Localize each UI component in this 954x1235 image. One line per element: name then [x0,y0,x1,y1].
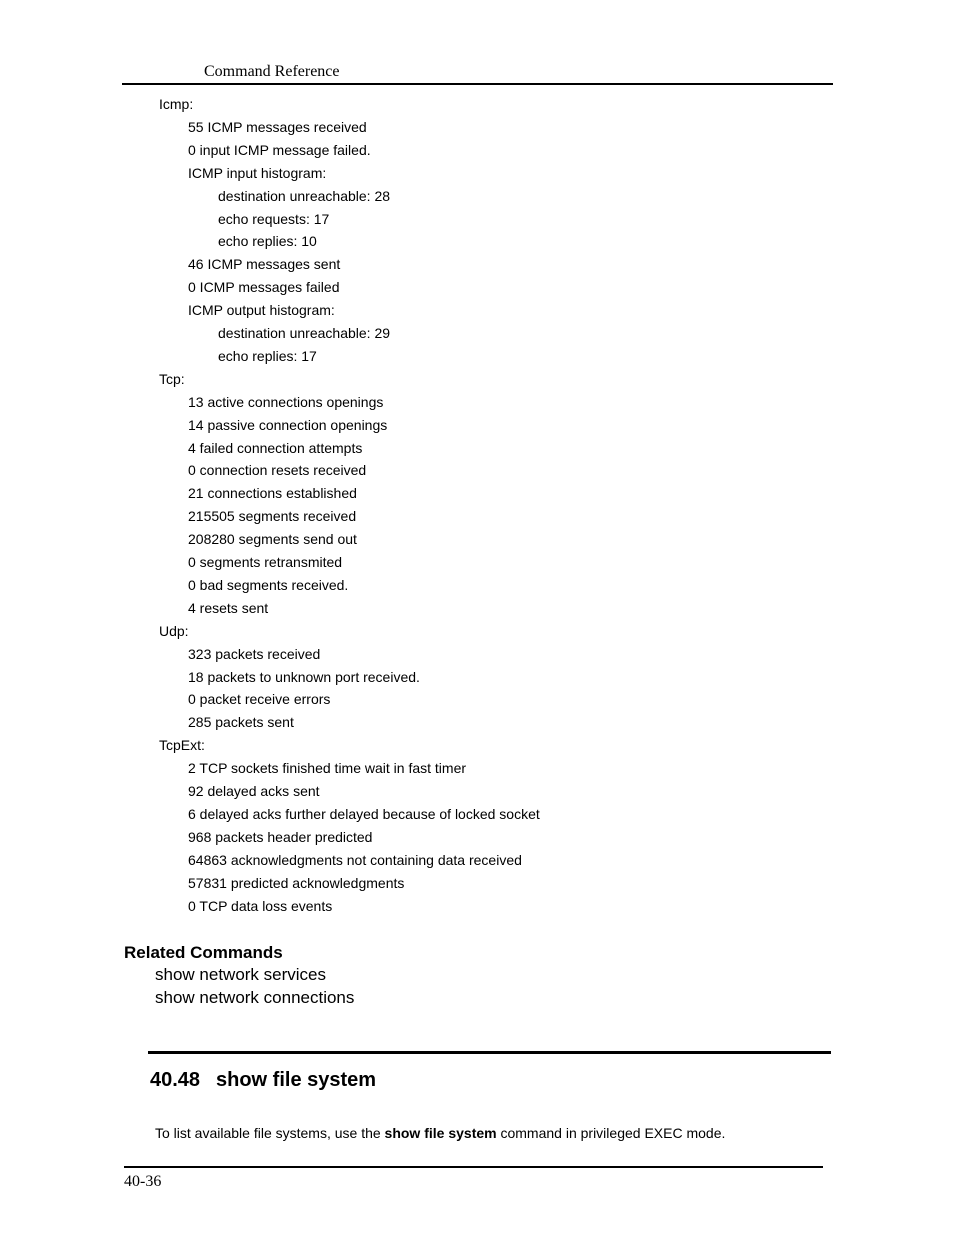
output-line: 323 packets received [188,646,321,662]
output-line: 57831 predicted acknowledgments [188,875,405,891]
section-title: show file system [216,1069,377,1091]
output-line: 285 packets sent [188,714,294,730]
output-line: 0 segments retransmited [188,554,343,570]
output-line: 6 delayed acks further delayed because of locked socket [188,806,540,822]
section-description [155,1124,725,1142]
output-line: ICMP output histogram: [188,302,335,318]
output-section-label: Icmp: [159,96,194,112]
output-line: 0 bad segments received. [188,577,349,593]
output-line: 13 active connections openings [188,394,384,410]
output-line: 0 ICMP messages failed [188,279,340,295]
page-number: 40-36 [124,1173,162,1190]
description-command: show file system [384,1125,497,1141]
output-line: 21 connections established [188,485,357,501]
related-command-item: show network connections [155,988,355,1007]
page-header-title: Command Reference [204,63,340,80]
output-line: echo replies: 17 [218,348,317,364]
output-line: 46 ICMP messages sent [188,256,341,272]
output-line: 208280 segments send out [188,531,357,547]
section-heading [150,1067,376,1093]
output-section-label: Udp: [159,623,189,639]
output-line: 92 delayed acks sent [188,783,320,799]
output-line: 215505 segments received [188,508,357,524]
output-line: 0 TCP data loss events [188,898,333,914]
output-section-label: TcpExt: [159,737,205,753]
output-line: 0 packet receive errors [188,691,331,707]
section-number: 40.48 [150,1069,201,1091]
output-line: 64863 acknowledgments not containing data received [188,852,522,868]
output-line: destination unreachable: 29 [218,325,391,341]
related-command-item: show network services [155,965,327,984]
output-line: 4 resets sent [188,600,269,616]
description-text: To list available file systems, use the [155,1125,385,1141]
output-line: 14 passive connection openings [188,417,388,433]
related-commands-heading: Related Commands [124,943,283,962]
output-line: echo replies: 10 [218,233,317,249]
output-line: 55 ICMP messages received [188,119,367,135]
output-line: echo requests: 17 [218,211,330,227]
output-line: destination unreachable: 28 [218,188,391,204]
output-line: 0 input ICMP message failed. [188,142,371,158]
output-line: 2 TCP sockets finished time wait in fast timer [188,760,467,776]
output-line: 0 connection resets received [188,462,367,478]
output-line: 18 packets to unknown port received. [188,669,420,685]
output-line: 4 failed connection attempts [188,440,363,456]
output-section-label: Tcp: [159,371,185,387]
footer-rule [124,1166,823,1168]
header-rule [122,83,833,85]
output-line: 968 packets header predicted [188,829,373,845]
description-text: command in privileged EXEC mode. [496,1125,726,1141]
section-rule [148,1051,831,1054]
output-line: ICMP input histogram: [188,165,327,181]
